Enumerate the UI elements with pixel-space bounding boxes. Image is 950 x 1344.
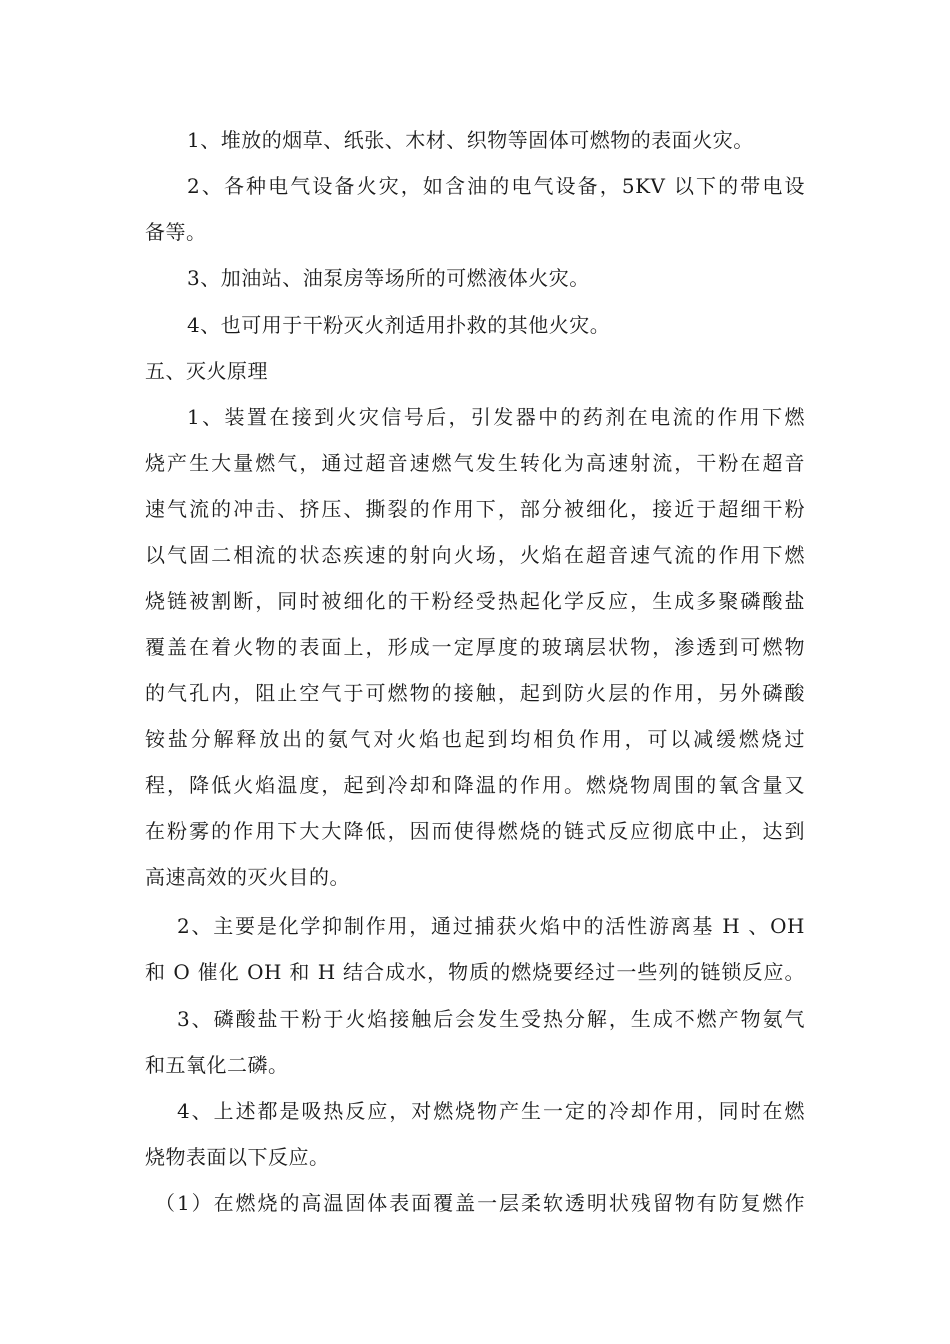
paragraph-line: 烧链被割断，同时被细化的干粉经受热起化学反应，生成多聚磷酸盐 — [145, 589, 805, 613]
paragraph-line: 烧产生大量燃气，通过超音速燃气发生转化为高速射流，干粉在超音 — [145, 451, 805, 475]
paragraph-line: 程，降低火焰温度，起到冷却和降温的作用。燃烧物周围的氧含量又 — [145, 773, 805, 797]
paragraph-line: 速气流的冲击、挤压、撕裂的作用下，部分被细化，接近于超细干粉 — [145, 497, 805, 521]
paragraph-line: 1、堆放的烟草、纸张、木材、织物等固体可燃物的表面火灾。 — [187, 128, 754, 152]
paragraph-line: 在粉雾的作用下大大降低，因而使得燃烧的链式反应彻底中止，达到 — [145, 819, 805, 843]
paragraph-line: 3、加油站、油泵房等场所的可燃液体火灾。 — [187, 266, 590, 290]
paragraph-line: 3、磷酸盐干粉于火焰接触后会发生受热分解，生成不燃产物氨气 — [177, 1007, 805, 1031]
paragraph-line: 的气孔内，阻止空气于可燃物的接触，起到防火层的作用，另外磷酸 — [145, 681, 805, 705]
paragraph-line: 和 O 催化 OH 和 H 结合成水，物质的燃烧要经过一些列的链锁反应。 — [145, 960, 805, 984]
paragraph-line: （1）在燃烧的高温固体表面覆盖一层柔软透明状残留物有防复燃作 — [155, 1191, 805, 1215]
paragraph-line: 覆盖在着火物的表面上，形成一定厚度的玻璃层状物，渗透到可燃物 — [145, 635, 805, 659]
paragraph-line: 2、主要是化学抑制作用，通过捕获火焰中的活性游离基 H 、OH — [177, 914, 805, 938]
paragraph-line: 以气固二相流的状态疾速的射向火场，火焰在超音速气流的作用下燃 — [145, 543, 805, 567]
paragraph-line: 4、上述都是吸热反应，对燃烧物产生一定的冷却作用，同时在燃 — [177, 1099, 805, 1123]
paragraph-line: 和五氧化二磷。 — [145, 1053, 289, 1077]
paragraph-line: 1、装置在接到火灾信号后，引发器中的药剂在电流的作用下燃 — [187, 405, 805, 429]
section-heading: 五、灭火原理 — [145, 359, 268, 383]
paragraph-line: 铵盐分解释放出的氨气对火焰也起到均相负作用，可以减缓燃烧过 — [145, 727, 805, 751]
paragraph-line: 高速高效的灭火目的。 — [145, 865, 350, 889]
paragraph-line: 烧物表面以下反应。 — [145, 1145, 330, 1169]
paragraph-line: 4、也可用于干粉灭火剂适用扑救的其他火灾。 — [187, 313, 611, 337]
paragraph-line: 备等。 — [145, 220, 207, 244]
paragraph-line: 2、各种电气设备火灾，如含油的电气设备，5KV 以下的带电设 — [187, 174, 805, 198]
